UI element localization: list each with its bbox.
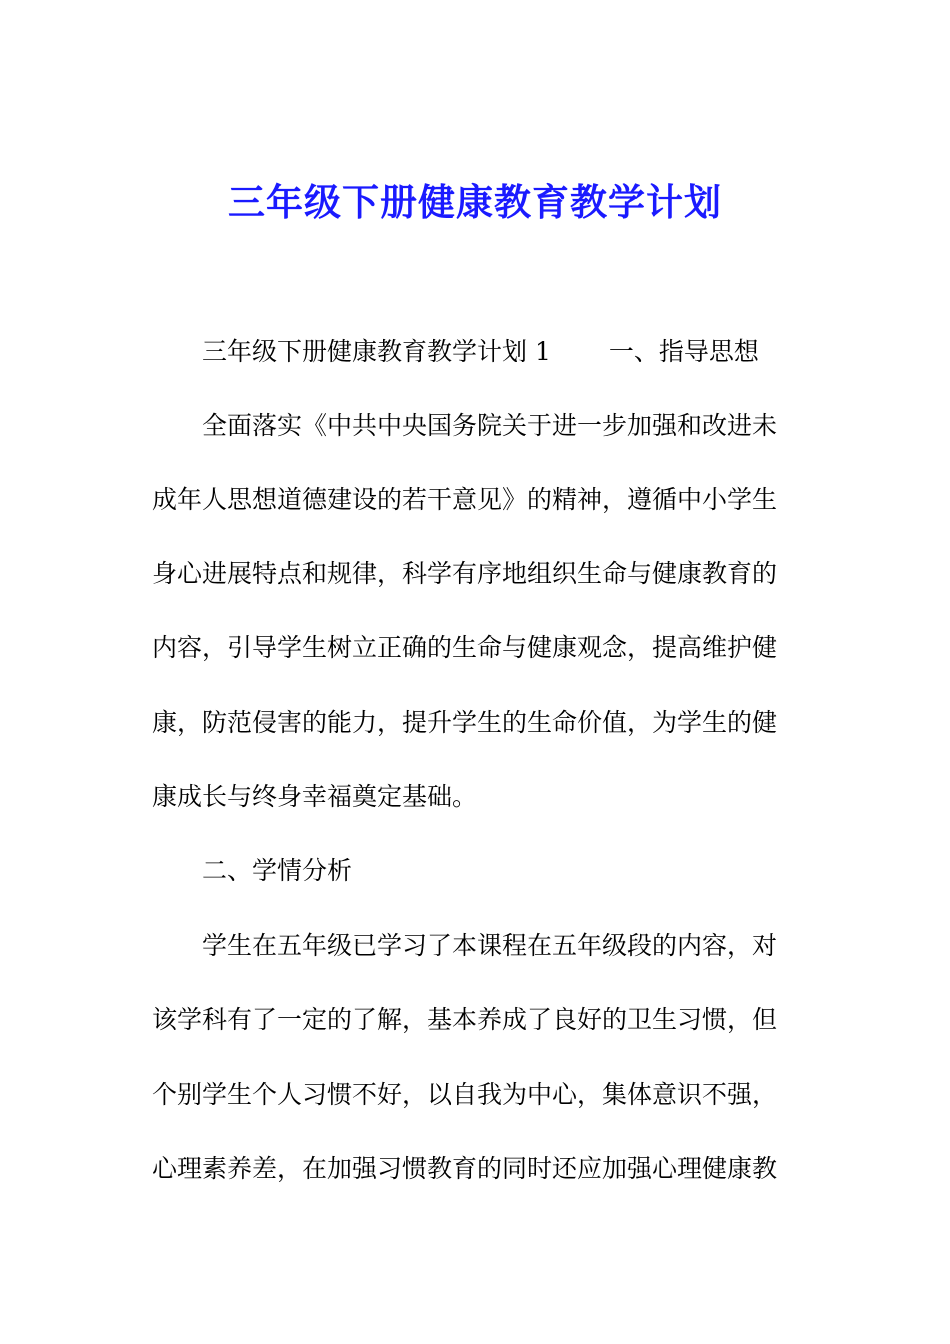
plan-subtitle: 三年级下册健康教育教学计划 1	[202, 337, 551, 366]
paragraph-line: 心理素养差，在加强习惯教育的同时还应加强心理健康教	[152, 1154, 778, 1183]
section-heading-guiding-ideology: 一、指导思想	[608, 337, 759, 366]
paragraph-line: 该学科有了一定的了解，基本养成了良好的卫生习惯，但	[152, 1005, 778, 1034]
paragraph-line: 全面落实《中共中央国务院关于进一步加强和改进未	[202, 411, 778, 440]
paragraph-heading-line	[202, 335, 792, 369]
paragraph-line: 学生在五年级已学习了本课程在五年级段的内容，对	[202, 931, 778, 960]
paragraph-line: 身心进展特点和规律，科学有序地组织生命与健康教育的	[152, 559, 778, 588]
paragraph-line: 内容，引导学生树立正确的生命与健康观念，提高维护健	[152, 633, 778, 662]
paragraph-line: 成年人思想道德建设的若干意见》的精神，遵循中小学生	[152, 485, 778, 514]
paragraph-line: 康，防范侵害的能力，提升学生的生命价值，为学生的健	[152, 708, 778, 737]
section-heading-learning-analysis: 二、学情分析	[202, 856, 353, 885]
paragraph-line: 康成长与终身幸福奠定基础。	[152, 782, 478, 811]
paragraph-line: 个别学生个人习惯不好，以自我为中心，集体意识不强，	[152, 1080, 778, 1109]
document-title: 三年级下册健康教育教学计划	[228, 180, 722, 224]
